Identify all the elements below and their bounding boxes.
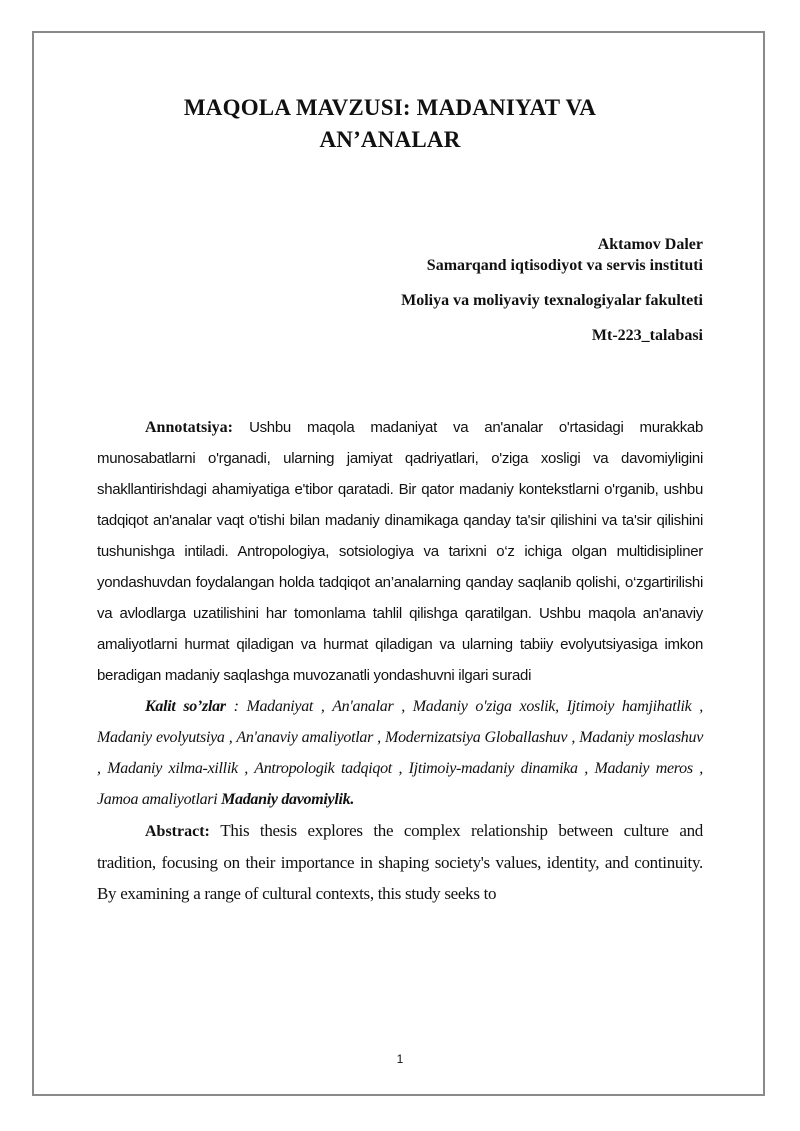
keywords-label: Kalit so’zlar bbox=[145, 698, 226, 715]
annotation-label: Annotatsiya: bbox=[145, 419, 234, 436]
abstract-label: Abstract: bbox=[145, 823, 210, 840]
page-number: 1 bbox=[396, 1052, 404, 1066]
title-line-1: MAQOLA MAVZUSI: MADANIYAT VA bbox=[183, 95, 597, 120]
author-info bbox=[97, 234, 703, 346]
author-faculty: Moliya va moliyaviy texnalogiyalar fakulteti bbox=[401, 292, 703, 309]
author-group: Mt-223_talabasi bbox=[591, 327, 703, 344]
annotation-section bbox=[97, 412, 703, 909]
keywords-last: Madaniy davomiylik. bbox=[221, 791, 355, 808]
annotation-paragraph bbox=[97, 412, 703, 691]
author-name: Aktamov Daler bbox=[597, 236, 703, 253]
author-institute: Samarqand iqtisodiyot va servis instituti bbox=[426, 257, 703, 274]
abstract-text: This thesis explores the complex relationship between culture and tradition, focusing on their importance in shaping society's values, identity, and continuity. By examining a range of cultural contexts, this study seeks to bbox=[97, 821, 703, 903]
keywords-paragraph bbox=[97, 691, 703, 815]
annotation-text: Ushbu maqola madaniyat va an'analar o'rtasidagi murakkab munosabatlarni o'rganadi, ularning jamiyat qadriyatlari, o'ziga xosligi va davomiyligini shakllantirishdagi ahamiyatiga e'tibor qaratadi. Bir qator madaniy kontekstlarni o'rganib, ushbu tadqiqot an'analar vaqt o'tishi bilan madaniy dinamikaga qanday ta'sir qilishini va ta'sir qilishini tushunishga intiladi. Antropologiya, sotsiologiya va tarixni o‘z ichiga olgan multidisipliner yondashuvdan foydalangan holda tadqiqot an’analarning qanday saqlanib qolishi, o‘zgartirilishi va avlodlarga uzatilishini har tomonlama tahlil qilishga qaratilgan. Ushbu maqola an'anaviy amaliyotlarni hurmat qiladigan va hurmat qiladigan va ularning tabiiy evolyutsiyasiga imkon beradigan madaniy saqlashga muvozanatli yondashuvni ilgari suradi bbox=[97, 419, 703, 684]
title-line-2: AN’ANALAR bbox=[319, 127, 461, 152]
article-title bbox=[97, 92, 703, 156]
keywords-text: : Madaniyat , An'analar , Madaniy o'ziga xoslik, Ijtimoiy hamjihatlik , Madaniy evolyutsiya , An'anaviy amaliyotlar , Modernizatsiya Globallashuv , Madaniy moslashuv , Madaniy xilma-xillik , Antropologik tadqiqot , Ijtimoiy-madaniy dinamika , Madaniy meros , Jamoa amaliyotlari bbox=[97, 698, 703, 808]
document-body bbox=[97, 92, 703, 909]
abstract-paragraph bbox=[97, 815, 703, 909]
